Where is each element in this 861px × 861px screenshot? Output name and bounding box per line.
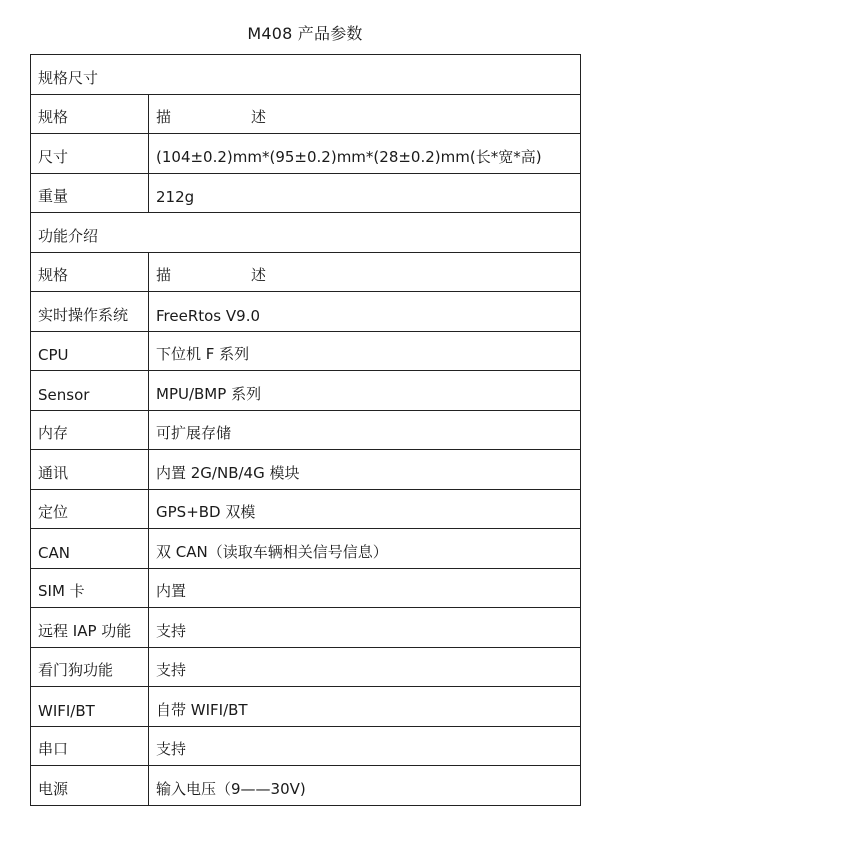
- row-label: 串口: [31, 726, 149, 766]
- table-row: [31, 647, 581, 687]
- row-label: 电源: [31, 766, 149, 806]
- row-value: 内置: [149, 568, 581, 608]
- header-spec: 规格: [31, 94, 149, 134]
- row-label: WIFI/BT: [31, 687, 149, 727]
- row-label: 内存: [31, 410, 149, 450]
- header-desc-a: 描: [156, 108, 172, 126]
- section-heading: 规格尺寸: [31, 55, 581, 95]
- header-desc: [149, 94, 581, 134]
- table-row: [31, 766, 581, 806]
- row-label: 远程 IAP 功能: [31, 608, 149, 648]
- table-row: [31, 529, 581, 569]
- row-value: 支持: [149, 608, 581, 648]
- table-row: [31, 292, 581, 332]
- row-label: 尺寸: [31, 134, 149, 174]
- row-label: 重量: [31, 173, 149, 213]
- row-value: 支持: [149, 726, 581, 766]
- row-label: CPU: [31, 331, 149, 371]
- table-row: [31, 489, 581, 529]
- header-desc-b: 述: [251, 266, 267, 284]
- row-value: MPU/BMP 系列: [149, 371, 581, 411]
- row-value: FreeRtos V9.0: [149, 292, 581, 332]
- table-row: [31, 371, 581, 411]
- row-value: 自带 WIFI/BT: [149, 687, 581, 727]
- row-label: 实时操作系统: [31, 292, 149, 332]
- row-value: 支持: [149, 647, 581, 687]
- table-row: [31, 134, 581, 174]
- row-value: 双 CAN（读取车辆相关信号信息）: [149, 529, 581, 569]
- row-value: 输入电压（9——30V): [149, 766, 581, 806]
- row-value: GPS+BD 双模: [149, 489, 581, 529]
- spec-table: [30, 54, 581, 806]
- row-label: 定位: [31, 489, 149, 529]
- row-value: 下位机 F 系列: [149, 331, 581, 371]
- header-desc: [149, 252, 581, 292]
- row-label: CAN: [31, 529, 149, 569]
- row-label: 通讯: [31, 450, 149, 490]
- row-label: Sensor: [31, 371, 149, 411]
- table-row: [31, 568, 581, 608]
- table-header-row: [31, 94, 581, 134]
- table-row: [31, 687, 581, 727]
- section-heading-row: [31, 213, 581, 253]
- table-row: [31, 331, 581, 371]
- table-header-row: [31, 252, 581, 292]
- section-heading: 功能介绍: [31, 213, 581, 253]
- table-row: [31, 173, 581, 213]
- header-spec: 规格: [31, 252, 149, 292]
- header-desc-a: 描: [156, 266, 172, 284]
- section-heading-row: [31, 55, 581, 95]
- table-row: [31, 450, 581, 490]
- row-value: 212g: [149, 173, 581, 213]
- row-label: SIM 卡: [31, 568, 149, 608]
- table-row: [31, 726, 581, 766]
- page-title: M408 产品参数: [247, 24, 363, 43]
- row-value: 可扩展存储: [149, 410, 581, 450]
- table-row: [31, 410, 581, 450]
- row-value: 内置 2G/NB/4G 模块: [149, 450, 581, 490]
- table-row: [31, 608, 581, 648]
- row-label: 看门狗功能: [31, 647, 149, 687]
- header-desc-b: 述: [251, 108, 267, 126]
- row-value: (104±0.2)mm*(95±0.2)mm*(28±0.2)mm(长*宽*高): [149, 134, 581, 174]
